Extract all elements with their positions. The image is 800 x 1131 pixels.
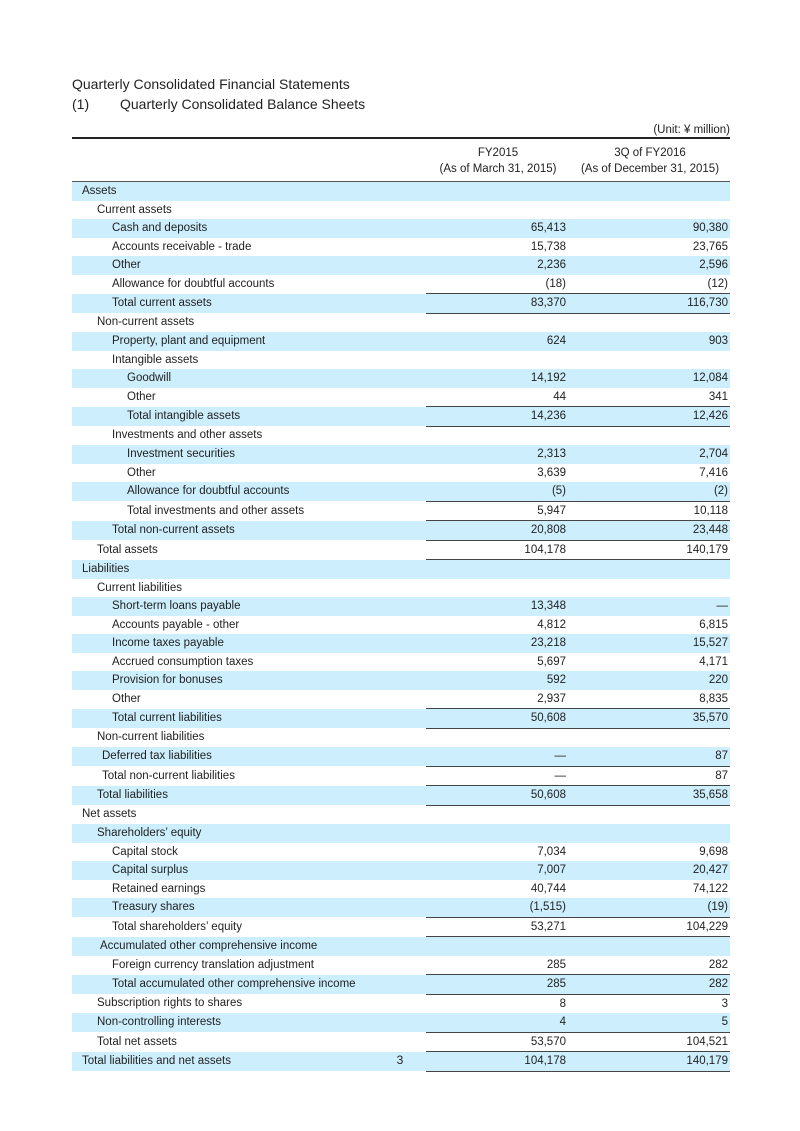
row-label: Investment securities bbox=[72, 445, 426, 464]
value-fy2015: 2,236 bbox=[426, 256, 570, 275]
row-label: Liabilities bbox=[72, 560, 426, 579]
table-row bbox=[72, 956, 730, 975]
table-row bbox=[72, 256, 730, 275]
row-label: Provision for bonuses bbox=[72, 671, 426, 690]
column-header-fy2015-date: (As of March 31, 2015) bbox=[439, 163, 557, 175]
column-header-3q-fy2016-title: 3Q of FY2016 bbox=[614, 147, 686, 159]
value-fy2015: 5,697 bbox=[537, 655, 566, 668]
column-header-fy2015-title: FY2015 bbox=[477, 147, 519, 159]
value-3q-fy2016: (19) bbox=[570, 898, 730, 917]
row-label: Capital surplus bbox=[72, 861, 426, 880]
unit-label: (Unit: ¥ million) bbox=[653, 124, 730, 136]
value-3q-fy2016: 20,427 bbox=[570, 861, 730, 880]
row-label: Property, plant and equipment bbox=[72, 332, 426, 351]
value-3q-fy2016: 7,416 bbox=[699, 466, 728, 479]
table-row bbox=[72, 426, 730, 445]
value-fy2015: 50,608 bbox=[426, 709, 570, 729]
table-row bbox=[72, 238, 730, 257]
value-3q-fy2016: 282 bbox=[570, 975, 730, 995]
table-row bbox=[72, 616, 730, 635]
value-3q-fy2016: 15,527 bbox=[570, 634, 730, 653]
value-fy2015: 104,178 bbox=[426, 540, 570, 560]
value-3q-fy2016 bbox=[570, 201, 730, 220]
table-row bbox=[72, 671, 730, 690]
value-fy2015 bbox=[426, 560, 570, 579]
row-label: Accounts payable - other bbox=[112, 618, 240, 631]
row-label: Capital stock bbox=[112, 845, 178, 858]
table-row bbox=[72, 369, 730, 388]
value-3q-fy2016: 23,765 bbox=[692, 240, 728, 253]
row-label: Total liabilities and net assets bbox=[72, 1052, 426, 1072]
section-title: Quarterly Consolidated Balance Sheets bbox=[120, 96, 366, 112]
table-row-total bbox=[72, 786, 730, 806]
value-3q-fy2016: 104,521 bbox=[570, 1032, 730, 1052]
row-label: Net assets bbox=[82, 808, 137, 821]
row-label: Total accumulated other comprehensive income bbox=[72, 975, 426, 995]
value-fy2015: 15,738 bbox=[530, 240, 566, 253]
value-3q-fy2016: 12,426 bbox=[570, 407, 730, 427]
row-label: Total investments and other assets bbox=[127, 504, 305, 517]
row-label: Assets bbox=[72, 182, 426, 201]
value-fy2015: 53,570 bbox=[426, 1032, 570, 1052]
table-row bbox=[72, 201, 730, 220]
row-label: Total current assets bbox=[72, 294, 426, 314]
row-label: Income taxes payable bbox=[72, 634, 426, 653]
row-label: Non-current assets bbox=[97, 316, 195, 329]
value-fy2015 bbox=[426, 824, 570, 843]
value-3q-fy2016 bbox=[570, 560, 730, 579]
value-3q-fy2016 bbox=[570, 728, 730, 747]
value-3q-fy2016: 87 bbox=[570, 747, 730, 766]
table-row bbox=[72, 560, 730, 579]
value-fy2015: 104,178 bbox=[426, 1052, 570, 1072]
row-label: Total current liabilities bbox=[72, 709, 426, 729]
top-rule bbox=[72, 138, 730, 145]
section-heading bbox=[72, 94, 730, 114]
document-title: Quarterly Consolidated Financial Statements bbox=[72, 76, 350, 92]
value-fy2015: 40,744 bbox=[530, 882, 566, 895]
row-label: Retained earnings bbox=[112, 882, 206, 895]
row-label: Accounts receivable - trade bbox=[112, 240, 252, 253]
table-row-total bbox=[72, 294, 730, 314]
table-row bbox=[72, 843, 730, 862]
value-3q-fy2016 bbox=[570, 351, 730, 370]
table-row-total bbox=[72, 917, 730, 937]
value-fy2015: 4,812 bbox=[537, 618, 566, 631]
table-row bbox=[72, 351, 730, 370]
value-3q-fy2016: 87 bbox=[570, 766, 730, 786]
value-fy2015: 624 bbox=[426, 332, 570, 351]
value-3q-fy2016: 35,658 bbox=[570, 786, 730, 806]
row-label: Allowance for doubtful accounts bbox=[72, 482, 426, 501]
value-fy2015 bbox=[426, 201, 570, 220]
section-number: (1) bbox=[72, 96, 90, 112]
value-3q-fy2016: 12,084 bbox=[570, 369, 730, 388]
table-row-total bbox=[72, 709, 730, 729]
value-3q-fy2016: 903 bbox=[570, 332, 730, 351]
value-3q-fy2016: 8,835 bbox=[699, 692, 728, 705]
value-fy2015 bbox=[426, 937, 570, 956]
row-label: Short-term loans payable bbox=[72, 597, 426, 616]
value-3q-fy2016: 74,122 bbox=[692, 882, 728, 895]
column-header-3q-fy2016-date: (As of December 31, 2015) bbox=[580, 163, 720, 175]
column-header-fy2015 bbox=[426, 145, 570, 182]
row-label: Total non-current liabilities bbox=[102, 769, 235, 782]
row-label: Current liabilities bbox=[97, 581, 183, 594]
table-row bbox=[72, 313, 730, 332]
value-3q-fy2016: 5 bbox=[570, 1013, 730, 1032]
value-3q-fy2016 bbox=[570, 182, 730, 201]
table-row bbox=[72, 805, 730, 824]
value-fy2015 bbox=[426, 351, 570, 370]
row-label: Non-current liabilities bbox=[97, 731, 205, 744]
value-3q-fy2016: 341 bbox=[708, 390, 728, 403]
value-3q-fy2016 bbox=[570, 579, 730, 598]
value-fy2015: 5,947 bbox=[426, 501, 570, 521]
value-fy2015: 7,007 bbox=[426, 861, 570, 880]
table-row-total bbox=[72, 521, 730, 541]
table-row bbox=[72, 747, 730, 766]
value-fy2015: 65,413 bbox=[426, 219, 570, 238]
value-3q-fy2016: 35,570 bbox=[570, 709, 730, 729]
value-fy2015: 2,313 bbox=[426, 445, 570, 464]
row-label: Total net assets bbox=[97, 1035, 177, 1048]
value-fy2015: 20,808 bbox=[426, 521, 570, 541]
document-page bbox=[72, 74, 730, 1072]
value-fy2015: 592 bbox=[426, 671, 570, 690]
value-3q-fy2016: 3 bbox=[721, 997, 728, 1010]
row-label: Goodwill bbox=[72, 369, 426, 388]
row-label: Treasury shares bbox=[72, 898, 426, 917]
value-fy2015: 53,271 bbox=[426, 917, 570, 937]
row-label: Allowance for doubtful accounts bbox=[112, 277, 275, 290]
row-label: Non-controlling interests bbox=[72, 1013, 426, 1032]
value-3q-fy2016: 220 bbox=[570, 671, 730, 690]
table-row bbox=[72, 690, 730, 709]
value-fy2015: 50,608 bbox=[426, 786, 570, 806]
value-fy2015: (18) bbox=[545, 277, 566, 290]
value-fy2015: 44 bbox=[553, 390, 566, 403]
table-row bbox=[72, 182, 730, 201]
row-label: Current assets bbox=[97, 203, 172, 216]
row-label: Foreign currency translation adjustment bbox=[112, 958, 314, 971]
value-3q-fy2016 bbox=[570, 426, 730, 445]
row-label: Other bbox=[127, 466, 156, 479]
table-row bbox=[72, 898, 730, 917]
table-row bbox=[72, 445, 730, 464]
value-fy2015 bbox=[426, 313, 570, 332]
value-fy2015: 14,236 bbox=[426, 407, 570, 427]
table-row bbox=[72, 634, 730, 653]
row-label: Other bbox=[112, 692, 141, 705]
table-row-total bbox=[72, 766, 730, 786]
value-fy2015: 285 bbox=[426, 975, 570, 995]
value-3q-fy2016: 6,815 bbox=[699, 618, 728, 631]
table-row-total bbox=[72, 501, 730, 521]
value-fy2015: — bbox=[426, 766, 570, 786]
value-fy2015 bbox=[426, 426, 570, 445]
value-3q-fy2016: (2) bbox=[570, 482, 730, 501]
row-label: Intangible assets bbox=[112, 353, 199, 366]
table-row bbox=[72, 388, 730, 407]
value-fy2015: 4 bbox=[426, 1013, 570, 1032]
row-label: Accrued consumption taxes bbox=[112, 655, 254, 668]
page-number: 3 bbox=[396, 1053, 404, 1067]
table-row-total bbox=[72, 975, 730, 995]
row-label: Other bbox=[127, 390, 156, 403]
value-3q-fy2016 bbox=[570, 937, 730, 956]
value-3q-fy2016: (12) bbox=[707, 277, 728, 290]
row-label: Total intangible assets bbox=[72, 407, 426, 427]
value-3q-fy2016: 23,448 bbox=[570, 521, 730, 541]
value-3q-fy2016: 9,698 bbox=[699, 845, 728, 858]
value-3q-fy2016: — bbox=[570, 597, 730, 616]
value-fy2015: 2,937 bbox=[537, 692, 566, 705]
value-fy2015: 83,370 bbox=[426, 294, 570, 314]
value-3q-fy2016: 2,596 bbox=[570, 256, 730, 275]
row-label: Accumulated other comprehensive income bbox=[72, 937, 426, 956]
value-fy2015: 14,192 bbox=[426, 369, 570, 388]
value-3q-fy2016: 90,380 bbox=[570, 219, 730, 238]
table-row bbox=[72, 332, 730, 351]
value-3q-fy2016: 2,704 bbox=[570, 445, 730, 464]
table-row bbox=[72, 464, 730, 483]
value-3q-fy2016 bbox=[570, 805, 730, 824]
table-row bbox=[72, 597, 730, 616]
column-header-row bbox=[72, 145, 730, 182]
value-fy2015: (1,515) bbox=[426, 898, 570, 917]
table-row bbox=[72, 824, 730, 843]
table-row bbox=[72, 728, 730, 747]
row-label: Total shareholders’ equity bbox=[112, 920, 242, 933]
table-row bbox=[72, 861, 730, 880]
label-column-header bbox=[72, 145, 426, 182]
value-3q-fy2016: 140,179 bbox=[570, 540, 730, 560]
value-fy2015: 7,034 bbox=[537, 845, 566, 858]
table-row bbox=[72, 275, 730, 294]
value-3q-fy2016: 282 bbox=[708, 958, 728, 971]
value-fy2015: (5) bbox=[426, 482, 570, 501]
value-3q-fy2016 bbox=[570, 313, 730, 332]
row-label: Total liabilities bbox=[72, 786, 426, 806]
value-3q-fy2016: 4,171 bbox=[699, 655, 728, 668]
value-fy2015 bbox=[426, 805, 570, 824]
value-3q-fy2016: 104,229 bbox=[570, 917, 730, 937]
value-fy2015: 8 bbox=[559, 997, 566, 1010]
value-fy2015 bbox=[426, 579, 570, 598]
table-row bbox=[72, 1013, 730, 1032]
value-fy2015 bbox=[426, 728, 570, 747]
table-row-total bbox=[72, 540, 730, 560]
table-row-total bbox=[72, 407, 730, 427]
value-3q-fy2016: 116,730 bbox=[570, 294, 730, 314]
table-row-total bbox=[72, 1032, 730, 1052]
value-fy2015: 23,218 bbox=[426, 634, 570, 653]
value-fy2015: 13,348 bbox=[426, 597, 570, 616]
row-label: Total non-current assets bbox=[72, 521, 426, 541]
balance-sheet-table bbox=[72, 137, 730, 1072]
table-row bbox=[72, 994, 730, 1013]
row-label: Cash and deposits bbox=[72, 219, 426, 238]
table-row bbox=[72, 482, 730, 501]
row-label: Subscription rights to shares bbox=[97, 997, 243, 1010]
row-label: Investments and other assets bbox=[112, 429, 263, 442]
table-row bbox=[72, 653, 730, 672]
value-3q-fy2016: 10,118 bbox=[570, 501, 730, 521]
value-3q-fy2016 bbox=[570, 824, 730, 843]
value-fy2015: 3,639 bbox=[537, 466, 566, 479]
table-row bbox=[72, 219, 730, 238]
value-fy2015 bbox=[426, 182, 570, 201]
row-label: Shareholders’ equity bbox=[72, 824, 426, 843]
row-label: Total assets bbox=[97, 543, 158, 556]
table-row bbox=[72, 579, 730, 598]
value-3q-fy2016: 140,179 bbox=[570, 1052, 730, 1072]
value-fy2015: — bbox=[426, 747, 570, 766]
table-row bbox=[72, 880, 730, 899]
row-label: Deferred tax liabilities bbox=[72, 747, 426, 766]
value-fy2015: 285 bbox=[546, 958, 566, 971]
table-row bbox=[72, 937, 730, 956]
row-label: Other bbox=[72, 256, 426, 275]
column-header-3q-fy2016 bbox=[570, 145, 730, 182]
